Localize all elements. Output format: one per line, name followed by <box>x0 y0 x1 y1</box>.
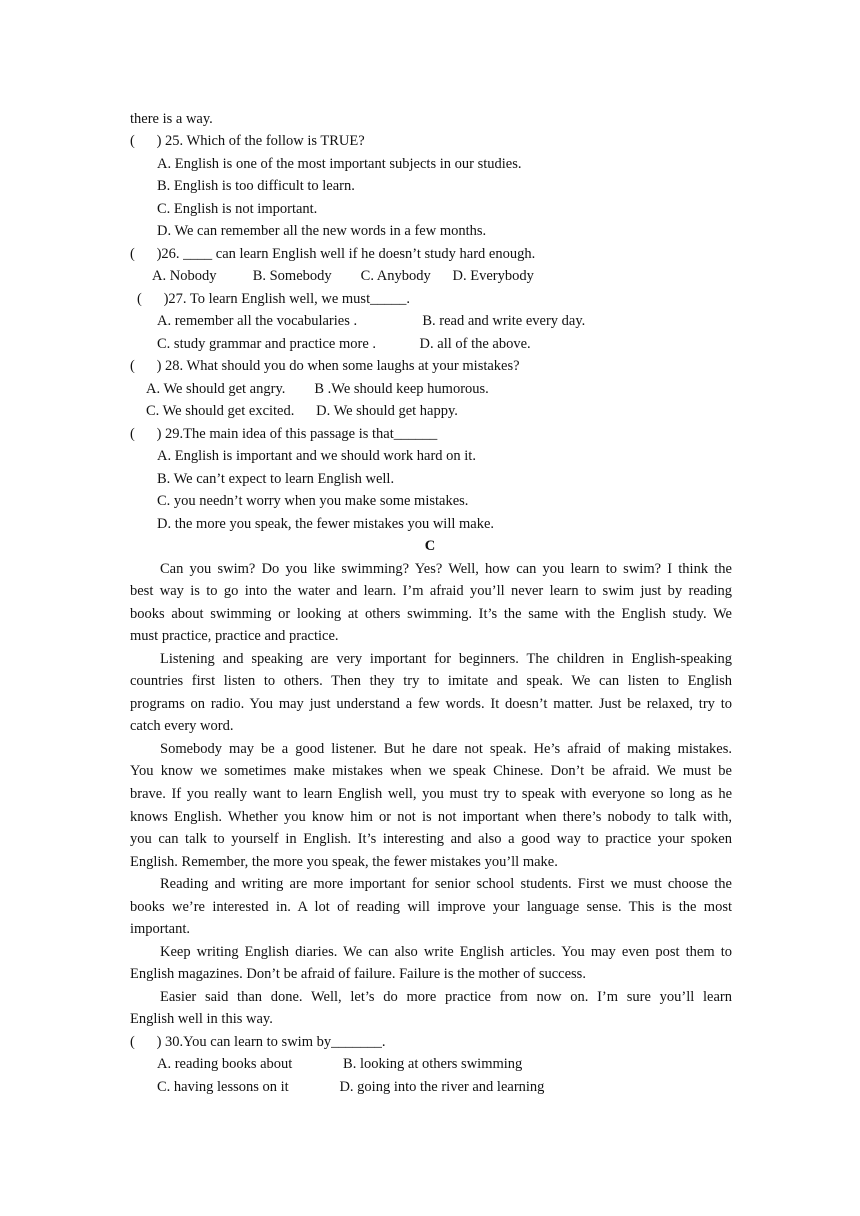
question-28-stem: ( ) 28. What should you do when some laughs at your mistakes? <box>130 358 520 374</box>
paragraph-1-line-2: best way is to go into the water and learn. I’m afraid you’ll never learn to swim just by reading <box>130 583 732 599</box>
question-28-options-row-2: C. We should get excited. D. We should get happy. <box>146 403 458 419</box>
paragraph-5-line-1: Keep writing English diaries. We can also write English articles. You may even post them to <box>160 944 732 960</box>
paragraph-1-line-1: Can you swim? Do you like swimming? Yes? Well, how can you learn to swim? I think the <box>160 561 732 577</box>
question-29-stem: ( ) 29.The main idea of this passage is that______ <box>130 426 438 442</box>
paragraph-5-last-line: English magazines. Don’t be afraid of failure. Failure is the mother of success. <box>130 966 586 982</box>
question-30-stem: ( ) 30.You can learn to swim by_______. <box>130 1034 386 1050</box>
question-25-stem: ( ) 25. Which of the follow is TRUE? <box>130 133 365 149</box>
paragraph-2-last-line: catch every word. <box>130 718 234 734</box>
question-30-options-row-1: A. reading books about B. looking at others swimming <box>157 1056 523 1072</box>
paragraph-6-line-1: Easier said than done. Well, let’s do more practice from now on. I’m sure you’ll learn <box>160 989 732 1005</box>
question-26-options: A. Nobody B. Somebody C. Anybody D. Everybody <box>152 268 534 284</box>
paragraph-3-line-4: knows English. Whether you know him or not is not important when there’s nobody to talk with, <box>130 809 732 825</box>
paragraph-4-line-2: books we’re interested in. A lot of reading will improve your language sense. This is the most <box>130 899 732 915</box>
question-29-option-a: A. English is important and we should work hard on it. <box>157 448 476 464</box>
paragraph-2-line-2: countries first listen to others. Then they try to imitate and speak. We can listen to English <box>130 673 732 689</box>
paragraph-4-line-1: Reading and writing are more important for senior school students. First we must choose the <box>160 876 732 892</box>
question-25-option-c: C. English is not important. <box>157 201 318 217</box>
paragraph-3-line-5: you can talk to yourself in English. It’s interesting and also a good way to practice your spoken <box>130 831 732 847</box>
question-25-option-b: B. English is too difficult to learn. <box>157 178 355 194</box>
question-30-options-row-2: C. having lessons on it D. going into the river and learning <box>157 1079 545 1095</box>
question-27-options-row-2: C. study grammar and practice more . D. all of the above. <box>157 336 531 352</box>
section-c-heading: C <box>424 538 436 554</box>
paragraph-1-last-line: must practice, practice and practice. <box>130 628 339 644</box>
question-26-stem: ( )26. ____ can learn English well if he doesn’t study hard enough. <box>130 246 536 262</box>
paragraph-3-last-line: English. Remember, the more you speak, the fewer mistakes you’ll make. <box>130 854 558 870</box>
question-29-option-b: B. We can’t expect to learn English well. <box>157 471 395 487</box>
question-27-stem: ( )27. To learn English well, we must_____. <box>137 291 410 307</box>
paragraph-4-last-line: important. <box>130 921 191 937</box>
paragraph-6-last-line: English well in this way. <box>130 1011 273 1027</box>
paragraph-3-line-1: Somebody may be a good listener. But he dare not speak. He’s afraid of making mistakes. <box>160 741 732 757</box>
question-29-option-d: D. the more you speak, the fewer mistakes you will make. <box>157 516 495 532</box>
question-29-option-c: C. you needn’t worry when you make some mistakes. <box>157 493 469 509</box>
question-28-options-row-1: A. We should get angry. B .We should keep humorous. <box>146 381 489 397</box>
question-27-options-row-1: A. remember all the vocabularies . B. read and write every day. <box>157 313 586 329</box>
paragraph-1-line-3: books about swimming or looking at others swimming. It’s the same with the English study. We <box>130 606 732 622</box>
paragraph-3-line-2: You know we sometimes make mistakes when we speak Chinese. Don’t be afraid. We must be <box>130 763 732 779</box>
intro-tail: there is a way. <box>130 111 213 127</box>
question-25-option-a: A. English is one of the most important subjects in our studies. <box>157 156 522 172</box>
question-25-option-d: D. We can remember all the new words in a few months. <box>157 223 487 239</box>
paragraph-2-line-3: programs on radio. You may just understand a few words. It doesn’t matter. Just be relaxed, try to <box>130 696 732 712</box>
paragraph-2-line-1: Listening and speaking are very important for beginners. The children in English-speaking <box>160 651 732 667</box>
paragraph-3-line-3: brave. If you really want to learn English well, you must try to speak with everyone so long as he <box>130 786 732 802</box>
